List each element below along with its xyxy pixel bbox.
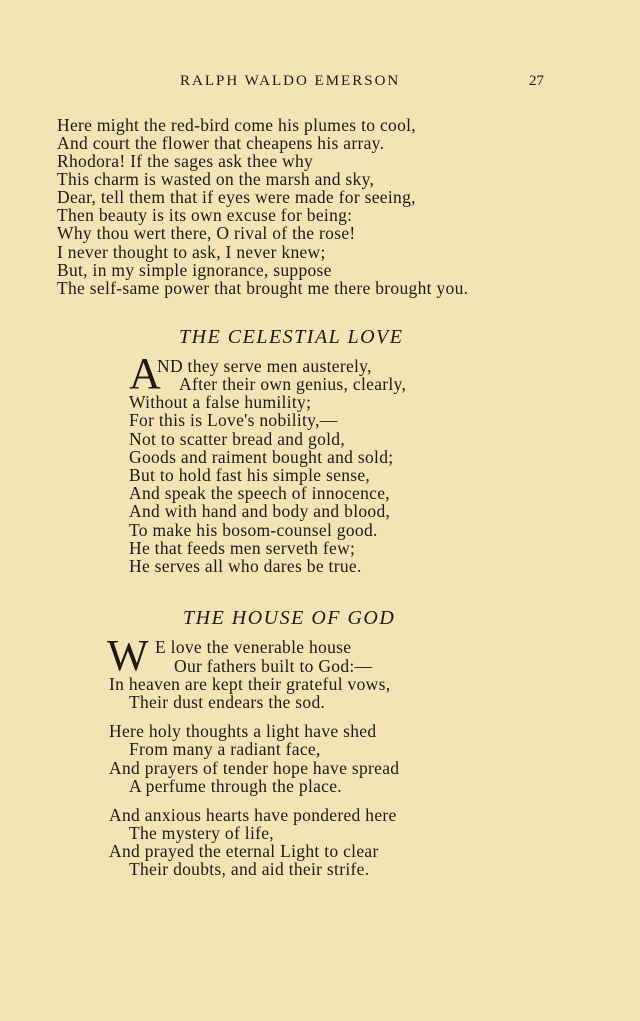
poem-line: He serves all who dares be true.: [129, 556, 362, 576]
poem-line: In heaven are kept their grateful vows,: [109, 674, 391, 694]
poem-line: And anxious hearts have pondered here: [109, 805, 397, 825]
poem-line: The self-same power that brought me there brought you.: [57, 278, 469, 298]
poem-line: ND they serve men austerely,: [157, 356, 372, 376]
poem-line: Their dust endears the sod.: [129, 692, 326, 712]
poem-line: Without a false humility;: [129, 392, 312, 412]
poem-line: And prayed the eternal Light to clear: [109, 841, 379, 861]
poem-line: E love the venerable house: [155, 637, 352, 657]
poem-title: THE CELESTIAL LOVE: [179, 326, 404, 348]
poem-line: And speak the speech of innocence,: [129, 483, 390, 503]
poem-line: Not to scatter bread and gold,: [129, 429, 346, 449]
poem-line: Their doubts, and aid their strife.: [129, 859, 370, 879]
poem-line: This charm is wasted on the marsh and sky,: [57, 169, 375, 189]
drop-cap: W: [107, 631, 149, 680]
poem-line: After their own genius, clearly,: [179, 374, 407, 394]
poem-line: For this is Love's nobility,—: [129, 410, 338, 430]
poem-line: Here holy thoughts a light have shed: [109, 721, 377, 741]
poem-line: Then beauty is its own excuse for being:: [57, 205, 353, 225]
poem-line: Dear, tell them that if eyes were made for seeing,: [57, 187, 416, 207]
poem-line: But, in my simple ignorance, suppose: [57, 260, 332, 280]
poem-line: Why thou wert there, O rival of the rose!: [57, 223, 356, 243]
poem-line: But to hold fast his simple sense,: [129, 465, 371, 485]
running-header: RALPH WALDO EMERSON: [180, 73, 401, 89]
poem-line: Here might the red-bird come his plumes to cool,: [57, 115, 416, 135]
poem-line: To make his bosom-counsel good.: [129, 520, 378, 540]
page-number: 27: [529, 73, 544, 89]
poem-line: And prayers of tender hope have spread: [109, 758, 400, 778]
poem-line: Goods and raiment bought and sold;: [129, 447, 394, 467]
poem-line: And with hand and body and blood,: [129, 501, 391, 521]
poem-line: I never thought to ask, I never knew;: [57, 242, 326, 262]
poem-line: A perfume through the place.: [129, 776, 342, 796]
poem-line: He that feeds men serveth few;: [129, 538, 356, 558]
poem-line: Our fathers built to God:—: [174, 656, 373, 676]
drop-cap: A: [129, 349, 161, 398]
poem-line: Rhodora! If the sages ask thee why: [57, 151, 314, 171]
poem-line: From many a radiant face,: [129, 739, 321, 759]
poem-title: THE HOUSE OF GOD: [183, 607, 396, 629]
poem-line: And court the flower that cheapens his array.: [57, 133, 385, 153]
poem-line: The mystery of life,: [129, 823, 274, 843]
